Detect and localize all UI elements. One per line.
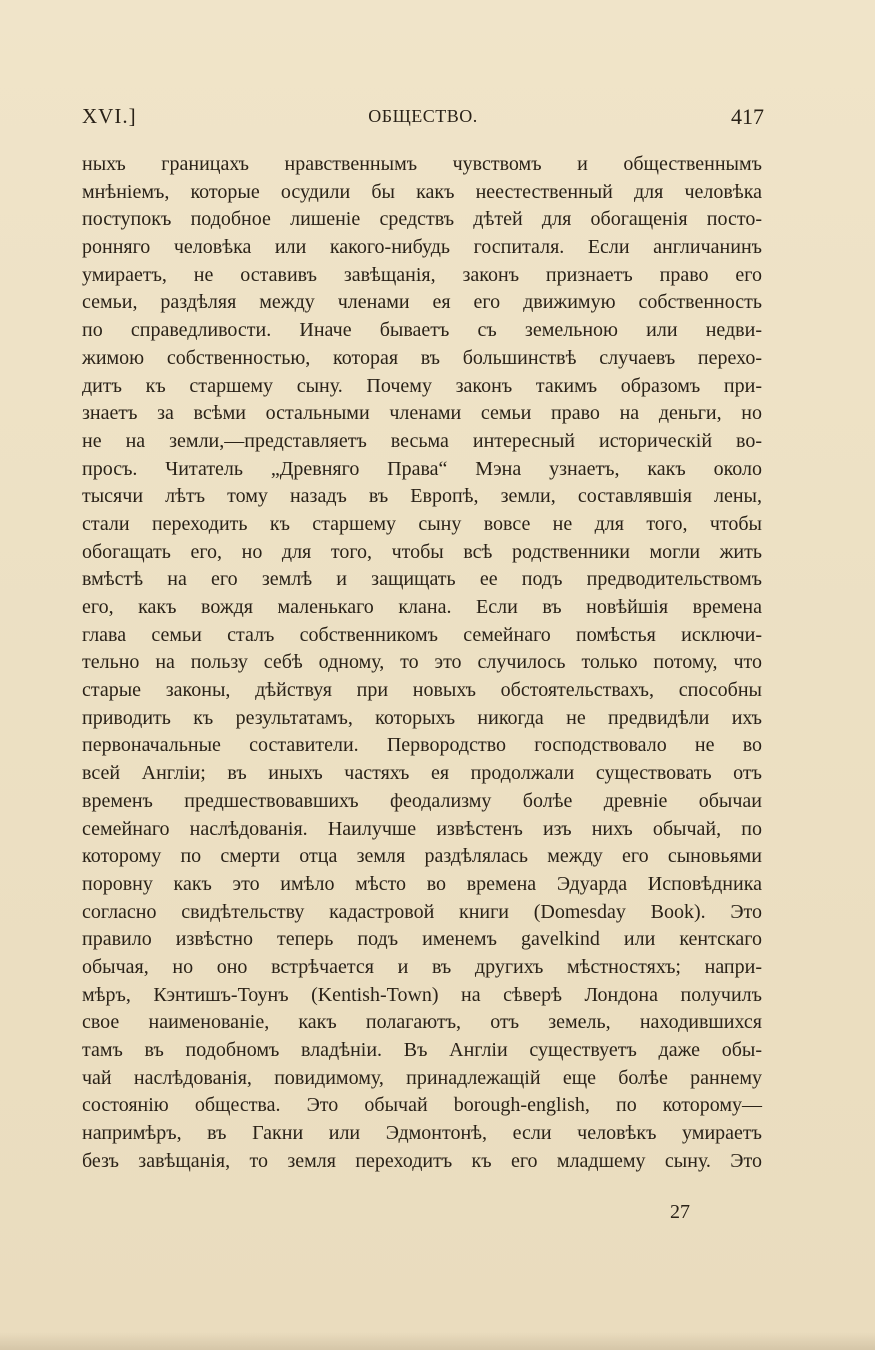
- text-line: состоянію общества. Это обычай borough-english, по которому—: [82, 1094, 762, 1117]
- running-header: [82, 104, 764, 134]
- text-line: напримѣръ, въ Гакни или Эдмонтонѣ, если человѣкъ умираетъ: [82, 1122, 762, 1145]
- text-line: поступокъ подобное лишеніе средствъ дѣтей для обогащенія посто-: [82, 208, 762, 231]
- text-line: мнѣніемъ, которые осудили бы какъ неестественный для человѣка: [82, 180, 762, 203]
- text-line: ронняго человѣка или какого-нибудь госпиталя. Если англичанинъ: [82, 236, 762, 259]
- text-line: стали переходить къ старшему сыну вовсе не для того, чтобы: [82, 512, 762, 535]
- text-line: умираетъ, не оставивъ завѣщанія, законъ признаетъ право его: [82, 263, 762, 286]
- text-line: жимою собственностью, которая въ большинствѣ случаевъ перехо-: [82, 346, 762, 369]
- running-title: ОБЩЕСТВО.: [368, 106, 478, 126]
- text-line: мѣръ, Кэнтишъ-Тоунъ (Kentish-Town) на сѣверѣ Лондона получилъ: [82, 983, 762, 1006]
- text-line: правило извѣстно теперь подъ именемъ gavelkind или кентскаго: [82, 928, 762, 951]
- text-line: знаетъ за всѣми остальными членами семьи право на деньги, но: [82, 402, 762, 425]
- text-line: вмѣстѣ на его землѣ и защищать ее подъ предводительствомъ: [82, 568, 762, 591]
- text-line: не на земли,—представляетъ весьма интересный историческій во-: [82, 429, 762, 452]
- text-line: глава семьи сталъ собственникомъ семейнаго помѣстья исключи-: [82, 623, 762, 646]
- text-line: по справедливости. Иначе бываетъ съ земельною или недви-: [82, 319, 762, 342]
- text-line: всей Англіи; въ иныхъ частяхъ ея продолжали существовать отъ: [82, 762, 762, 785]
- text-line: семейнаго наслѣдованія. Наилучше извѣстенъ изъ нихъ обычай, по: [82, 817, 762, 840]
- text-line: временъ предшествовавшихъ феодализму болѣе древніе обычаи: [82, 789, 762, 812]
- text-line: поровну какъ это имѣло мѣсто во времена Эдуарда Исповѣдника: [82, 872, 762, 895]
- text-line: семьи, раздѣляя между членами ея его движимую собственность: [82, 291, 762, 314]
- text-line: приводить къ результатамъ, которыхъ никогда не предвидѣли ихъ: [82, 706, 762, 729]
- body-text: [82, 151, 762, 1175]
- text-line: его, какъ вождя маленькаго клана. Если въ новѣйшія времена: [82, 596, 762, 618]
- text-line: безъ завѣщанія, то земля переходитъ къ его младшему сыну. Это: [82, 1149, 762, 1172]
- text-line: первоначальные составители. Первородство господствовало не во: [82, 734, 762, 757]
- page-edge-shadow: [0, 1332, 875, 1350]
- text-line: дитъ къ старшему сыну. Почему законъ такимъ образомъ при-: [82, 374, 762, 397]
- section-marker: XVI.]: [82, 104, 137, 128]
- text-line: согласно свидѣтельству кадастровой книги (Domesday Book). Это: [82, 900, 762, 923]
- text-line: ныхъ границахъ нравственнымъ чувствомъ и общественнымъ: [82, 153, 762, 175]
- text-line: свое наименованіе, какъ полагаютъ, отъ земель, находившихся: [82, 1011, 762, 1034]
- text-line: обычая, но оно встрѣчается и въ другихъ мѣстностяхъ; напри-: [82, 955, 762, 978]
- signature-mark: 27: [670, 1201, 690, 1223]
- text-line: тысячи лѣтъ тому назадъ въ Европѣ, земли, составлявшія лены,: [82, 485, 762, 508]
- text-line: старые законы, дѣйствуя при новыхъ обстоятельствахъ, способны: [82, 679, 762, 702]
- text-line: которому по смерти отца земля раздѣлялась между его сыновьями: [82, 845, 762, 868]
- text-line: просъ. Читатель „Древняго Права“ Мэна узнаетъ, какъ около: [82, 457, 762, 480]
- text-line: чай наслѣдованія, повидимому, принадлежащій еще болѣе раннему: [82, 1066, 762, 1089]
- text-line: тамъ въ подобномъ владѣніи. Въ Англіи существуетъ даже обы-: [82, 1039, 762, 1061]
- page-number: 417: [731, 104, 764, 129]
- text-line: обогащать его, но для того, чтобы всѣ родственники могли жить: [82, 540, 762, 563]
- text-line: тельно на пользу себѣ одному, то это случилось только потому, что: [82, 651, 762, 674]
